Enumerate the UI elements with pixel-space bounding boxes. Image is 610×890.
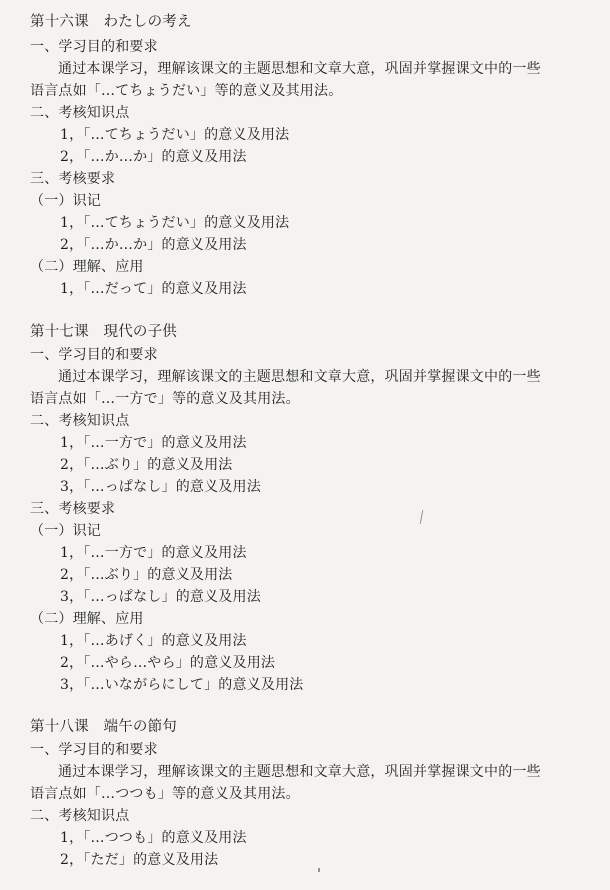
knowledge-item: 2，「…ぶり」的意义及用法 <box>60 457 233 473</box>
goal-paragraph-line: 语言点如「…つつも」等的意义及其用法。 <box>30 786 300 802</box>
memory-item: 3，「…っぱなし」的意义及用法 <box>60 589 261 605</box>
apply-item: 1，「…だって」的意义及用法 <box>60 281 247 297</box>
subsection-heading-apply: （二）理解、应用 <box>30 611 144 627</box>
memory-item: 1，「…一方で」的意义及用法 <box>60 545 247 561</box>
lesson-title: 第十六课 わたしの考え <box>30 14 192 30</box>
memory-item: 2，「…か…か」的意义及用法 <box>60 237 247 253</box>
apply-item: 2，「…やら…やら」的意义及用法 <box>60 655 276 671</box>
goal-paragraph-line: 通过本课学习，理解该课文的主题思想和文章大意，巩固并掌握课文中的一些 <box>58 369 541 385</box>
knowledge-item: 1，「…つつも」的意义及用法 <box>60 830 247 846</box>
subsection-heading-memory: （一）识记 <box>30 193 101 209</box>
goal-paragraph-line: 通过本课学习，理解该课文的主题思想和文章大意，巩固并掌握课文中的一些 <box>58 61 541 77</box>
section-heading-knowledge: 二、考核知识点 <box>30 413 130 429</box>
section-heading-requirements: 三、考核要求 <box>30 501 116 517</box>
section-heading-requirements: 三、考核要求 <box>30 171 116 187</box>
scan-mark <box>420 510 423 524</box>
apply-item: 3，「…いながらにして」的意义及用法 <box>60 677 304 693</box>
section-heading-goal: 一、学习目的和要求 <box>30 742 158 758</box>
memory-item: 1，「…てちょうだい」的意义及用法 <box>60 215 290 231</box>
subsection-heading-apply: （二）理解、应用 <box>30 259 144 275</box>
section-heading-knowledge: 二、考核知识点 <box>30 808 130 824</box>
knowledge-item: 2，「ただ」的意义及用法 <box>60 852 219 868</box>
knowledge-item: 1，「…てちょうだい」的意义及用法 <box>60 127 290 143</box>
knowledge-item: 3，「…っぱなし」的意义及用法 <box>60 479 261 495</box>
section-heading-goal: 一、学习目的和要求 <box>30 39 158 55</box>
knowledge-item: 2，「…か…か」的意义及用法 <box>60 149 247 165</box>
knowledge-item: 1，「…一方で」的意义及用法 <box>60 435 247 451</box>
goal-paragraph-line: 通过本课学习，理解该课文的主题思想和文章大意，巩固并掌握课文中的一些 <box>58 764 541 780</box>
scan-mark <box>318 868 320 872</box>
goal-paragraph-line: 语言点如「…てちょうだい」等的意义及其用法。 <box>30 83 343 99</box>
section-heading-goal: 一、学习目的和要求 <box>30 347 158 363</box>
subsection-heading-memory: （一）识记 <box>30 523 101 539</box>
apply-item: 1，「…あげく」的意义及用法 <box>60 633 247 649</box>
lesson-title: 第十八课 端午の節句 <box>30 719 177 735</box>
section-heading-knowledge: 二、考核知识点 <box>30 105 130 121</box>
memory-item: 2，「…ぶり」的意义及用法 <box>60 567 233 583</box>
lesson-title: 第十七课 現代の子供 <box>30 324 177 340</box>
goal-paragraph-line: 语言点如「…一方で」等的意义及其用法。 <box>30 391 300 407</box>
